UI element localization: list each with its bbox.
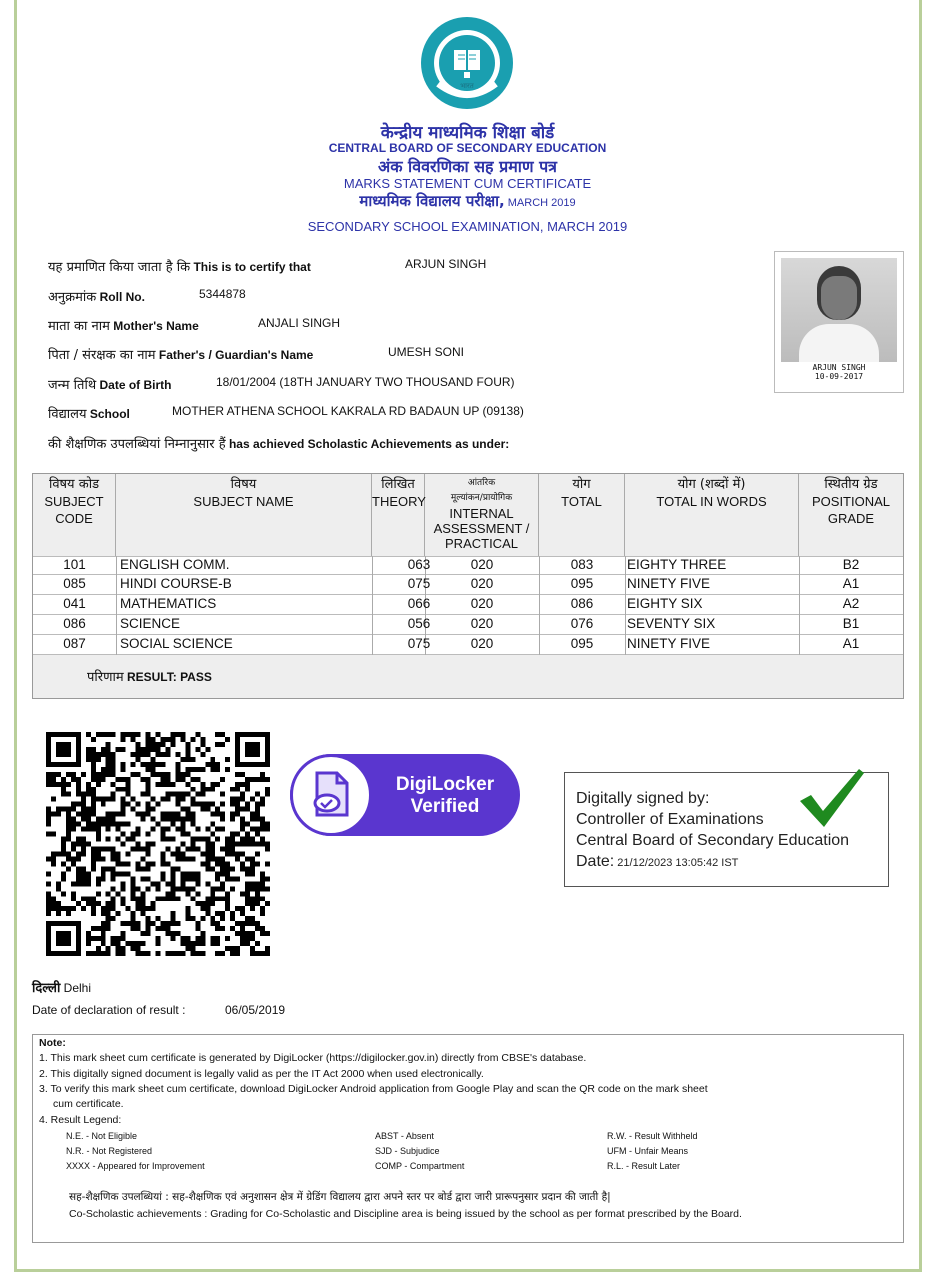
roll-row: अनुक्रमांक Roll No. 5344878	[48, 287, 246, 305]
header-theory: लिखित THEORY	[372, 474, 425, 556]
digilocker-document-icon	[293, 757, 369, 833]
co-scholastic-english: Co-Scholastic achievements : Grading for Co-Scholastic and Discipline area is being issued by the school as per format prescribed by the Board.	[69, 1208, 742, 1220]
signer-org: Central Board of Secondary Education	[576, 832, 850, 849]
note-item: 4. Result Legend:	[39, 1114, 122, 1126]
qr-code-icon	[46, 732, 270, 956]
header-subject-name: विषय SUBJECT NAME	[116, 474, 372, 556]
note-box: Note: 1. This mark sheet cum certificate is generated by DigiLocker (https://digilocker.gov.in) directly from CBSE's database. 2. This digitally signed document is legally valid as per the IT Act 2000 when used electronically. 3. To verify this mark sheet cum certificate, download DigiLocker Android application from Google Play and scan the QR code on the mark sheet cum certificate. 4. Result Legend: N.E. - Not Eligible ABST - Absent R.W. - Result Withheld N.R. - Not Registered SJD - Subjudice UFM - Unfair Means XXXX - Appeared for Improvement COMP - Compartment R.L. - Result Later सह-शैक्षणिक उपलब्धियां : सह-शैक्षणिक एवं अनुशासन क्षेत्र में ग्रेडिंग विद्यालय द्वारा अपने स्तर पर बोर्ड द्वारा जारी प्रारूपनुसार प्रदान की जाती है| Co-Scholastic achievements : Grading for Co-Scholastic and Discipline area is being issued by the school as per format prescribed by the Board.	[32, 1034, 904, 1243]
header-internal: आंतरिक मूल्यांकन/प्रायोगिक INTERNAL ASSESSMENT / PRACTICAL	[425, 474, 539, 556]
header-grade: स्थितीय ग्रेड POSITIONAL GRADE	[811, 477, 891, 526]
place: दिल्ली Delhi	[32, 981, 92, 996]
student-photo	[774, 251, 904, 393]
cbse-emblem-icon	[418, 14, 516, 112]
declaration-date: 06/05/2019	[225, 1003, 286, 1017]
signed-by-label: Digitally signed by:	[576, 790, 710, 807]
note-title: Note:	[39, 1037, 66, 1049]
declaration-label: Date of declaration of result :	[32, 1003, 186, 1017]
dob-row: जन्म तिथि Date of Birth 18/01/2004 (18TH JANUARY TWO THOUSAND FOUR)	[48, 375, 515, 393]
mother-row: माता का नाम Mother's Name ANJALI SINGH	[48, 316, 341, 334]
student-name: ARJUN SINGH	[405, 257, 487, 271]
certify-row: यह प्रमाणित किया जाता है कि This is to certify that ARJUN SINGH	[48, 257, 487, 275]
roll-number: 5344878	[199, 287, 246, 301]
board-name-hindi: केन्द्रीय माध्यमिक शिक्षा बोर्ड	[380, 123, 555, 143]
signature-date: Date: 21/12/2023 13:05:42 IST	[576, 853, 739, 870]
result-text: परिणाम RESULT: PASS	[87, 670, 212, 685]
header-total-words: योग (शब्दों में) TOTAL IN WORDS	[625, 474, 799, 556]
digilocker-verified-label: Verified	[410, 796, 480, 817]
school-row: विद्यालय School MOTHER ATHENA SCHOOL KAKRALA RD BADAUN UP (09138)	[48, 404, 524, 422]
note-item: 3. To verify this mark sheet cum certificate, download DigiLocker Android application from Google Play and scan the QR code on the mark sheet	[39, 1083, 708, 1095]
header-total: योग TOTAL	[539, 474, 625, 556]
note-item: cum certificate.	[53, 1098, 124, 1110]
checkmark-icon	[797, 765, 867, 831]
achievement-row: की शैक्षणिक उपलब्धियां निम्नानुसार हैं has achieved Scholastic Achievements as under:	[48, 437, 510, 452]
date-of-birth: 18/01/2004 (18TH JANUARY TWO THOUSAND FOUR)	[216, 375, 515, 389]
digilocker-label: DigiLocker	[395, 774, 495, 795]
school-name: MOTHER ATHENA SCHOOL KAKRALA RD BADAUN UP (09138)	[172, 404, 524, 418]
digilocker-verified-badge	[290, 754, 520, 836]
board-name-english: CENTRAL BOARD OF SECONDARY EDUCATION	[328, 141, 607, 155]
certificate-title-english: MARKS STATEMENT CUM CERTIFICATE	[343, 176, 592, 191]
marks-table: विषय कोड SUBJECT CODE विषय SUBJECT NAME लिखित THEORY आंतरिक मूल्यांकन/प्रायोगिक INTERNAL ASSESSMENT / PRACTICAL योग TOTAL योग (शब्दों में) TOTAL IN WORDS स्थितीय ग्रेड POSITIONAL GRADE 101 ENGLISH COMM. 063 020 083 EIGHTY THREE B2 085 HINDI COURSE-B 075 020 095 NINETY FIVE A1 041 MATHEMATICS 066 020 086 EIGHTY SIX A2 086 SCIENCE 056 020 076 SEVENTY SIX B1 087 SOCIAL SCIENCE 075 020 095 NINETY FIVE A1 परिणाम RESULT: PASS	[32, 473, 904, 699]
emblem-bottom-text: भारत	[460, 82, 474, 90]
photo-caption-date: 10-09-2017	[814, 372, 864, 381]
note-item: 2. This digitally signed document is legally valid as per the IT Act 2000 when used electronically.	[39, 1068, 484, 1080]
exam-title-english: SECONDARY SCHOOL EXAMINATION, MARCH 2019	[307, 219, 628, 234]
digital-signature-box	[564, 772, 889, 887]
photo-caption-name: ARJUN SINGH	[812, 363, 866, 372]
certificate-title-hindi: अंक विवरणिका सह प्रमाण पत्र	[377, 157, 558, 176]
father-name: UMESH SONI	[388, 345, 465, 359]
signer-title: Controller of Examinations	[576, 811, 764, 828]
exam-title-hindi: माध्यमिक विद्यालय परीक्षा, MARCH 2019	[359, 192, 576, 210]
co-scholastic-hindi: सह-शैक्षणिक उपलब्धियां : सह-शैक्षणिक एवं अनुशासन क्षेत्र में ग्रेडिंग विद्यालय द्वारा अपने स्तर पर बोर्ड द्वारा जारी प्रारूपनुसार प्रदान की जाती है|	[69, 1191, 611, 1203]
note-item: 1. This mark sheet cum certificate is generated by DigiLocker (https://digilocker.gov.in) directly from CBSE's database.	[39, 1052, 587, 1064]
header-subject-code: विषय कोड SUBJECT CODE	[33, 474, 116, 556]
father-row: पिता / संरक्षक का नाम Father's / Guardian's Name UMESH SONI	[48, 345, 465, 363]
mother-name: ANJALI SINGH	[258, 316, 341, 330]
